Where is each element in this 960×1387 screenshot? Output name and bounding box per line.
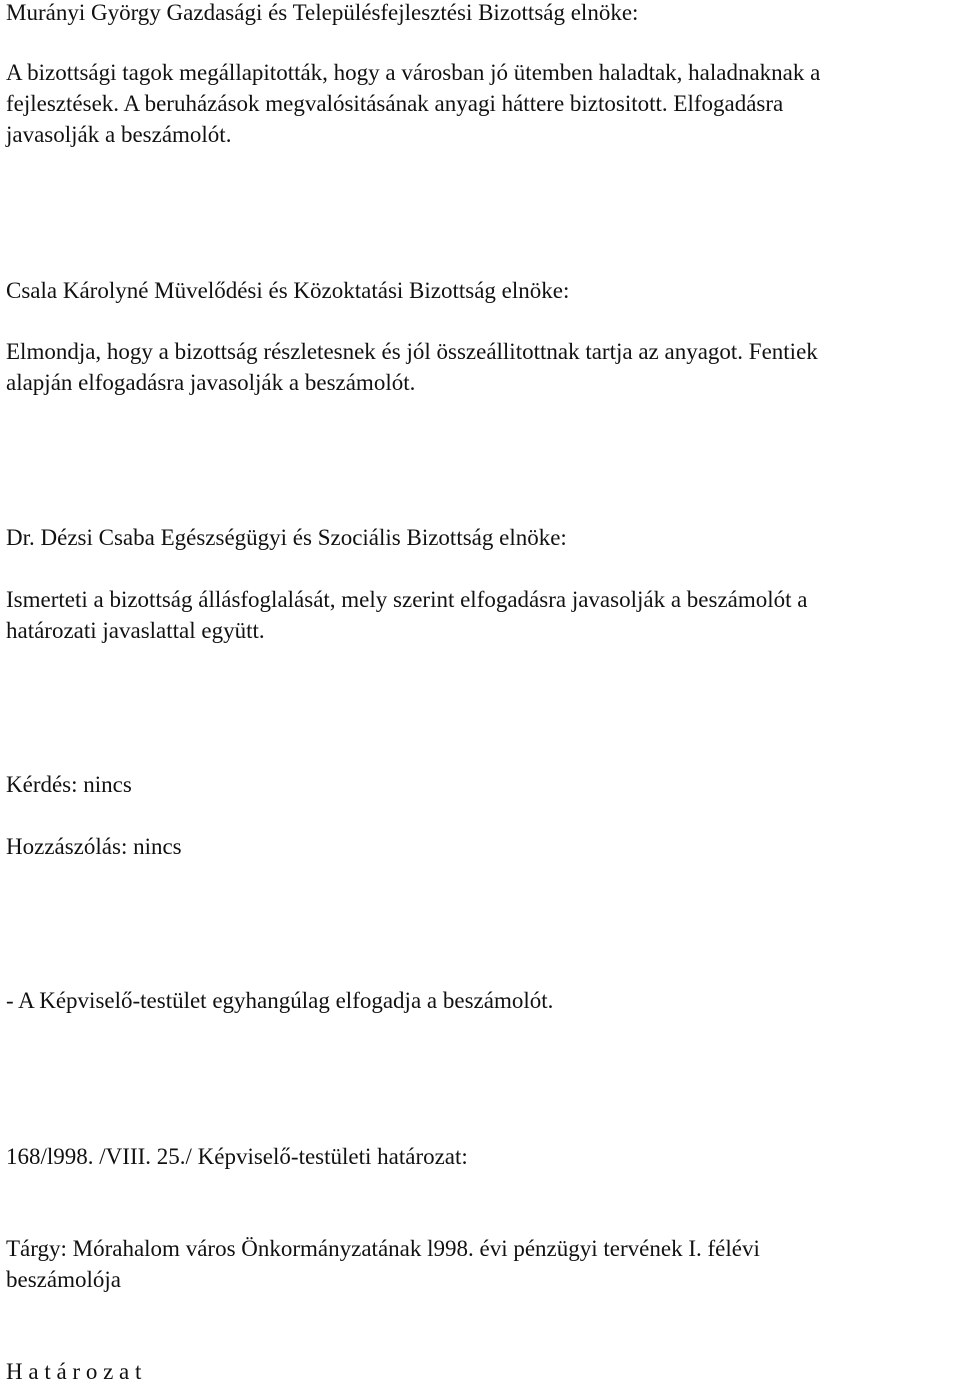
section-1-body-line-1: A bizottsági tagok megállapitották, hogy a városban jó ütemben haladtak, haladnaknak a [6, 60, 821, 85]
resolution-subject-line-1: Tárgy: Mórahalom város Önkormányzatának l998. évi pénzügyi tervének I. félévi [6, 1236, 760, 1261]
section-2-body-line-2: alapján elfogadásra javasolják a beszámolót. [6, 370, 416, 395]
section-2-body-line-1: Elmondja, hogy a bizottság részletesnek és jól összeállitottnak tartja az anyagot. Fentiek [6, 339, 818, 364]
section-2-heading: Csala Károlyné Müvelődési és Közoktatási Bizottság elnöke: [6, 278, 570, 303]
section-2-body [6, 336, 956, 398]
decision-statement: - A Képviselő-testület egyhangúlag elfogadja a beszámolót. [6, 988, 554, 1013]
section-3-body-line-2: határozati javaslattal együtt. [6, 618, 265, 643]
resolution-number: 168/l998. /VIII. 25./ Képviselő-testületi határozat: [6, 1144, 468, 1169]
section-3-body-line-1: Ismerteti a bizottság állásfoglalását, mely szerint elfogadásra javasolják a beszámolót a [6, 587, 808, 612]
section-3-heading: Dr. Dézsi Csaba Egészségügyi és Szociális Bizottság elnöke: [6, 525, 567, 550]
resolution-subject-line-2: beszámolója [6, 1267, 121, 1292]
section-1-body [6, 57, 956, 150]
resolution-title: H a t á r o z a t [6, 1359, 142, 1384]
resolution-subject [6, 1233, 956, 1295]
comment-line: Hozzászólás: nincs [6, 834, 182, 859]
section-1-body-line-3: javasolják a beszámolót. [6, 122, 232, 147]
section-1-heading: Murányi György Gazdasági és Településfejlesztési Bizottság elnöke: [6, 0, 639, 25]
section-3-body [6, 584, 956, 646]
question-line: Kérdés: nincs [6, 772, 132, 797]
section-1-body-line-2: fejlesztések. A beruházások megvalósitásának anyagi háttere biztositott. Elfogadásra [6, 91, 784, 116]
